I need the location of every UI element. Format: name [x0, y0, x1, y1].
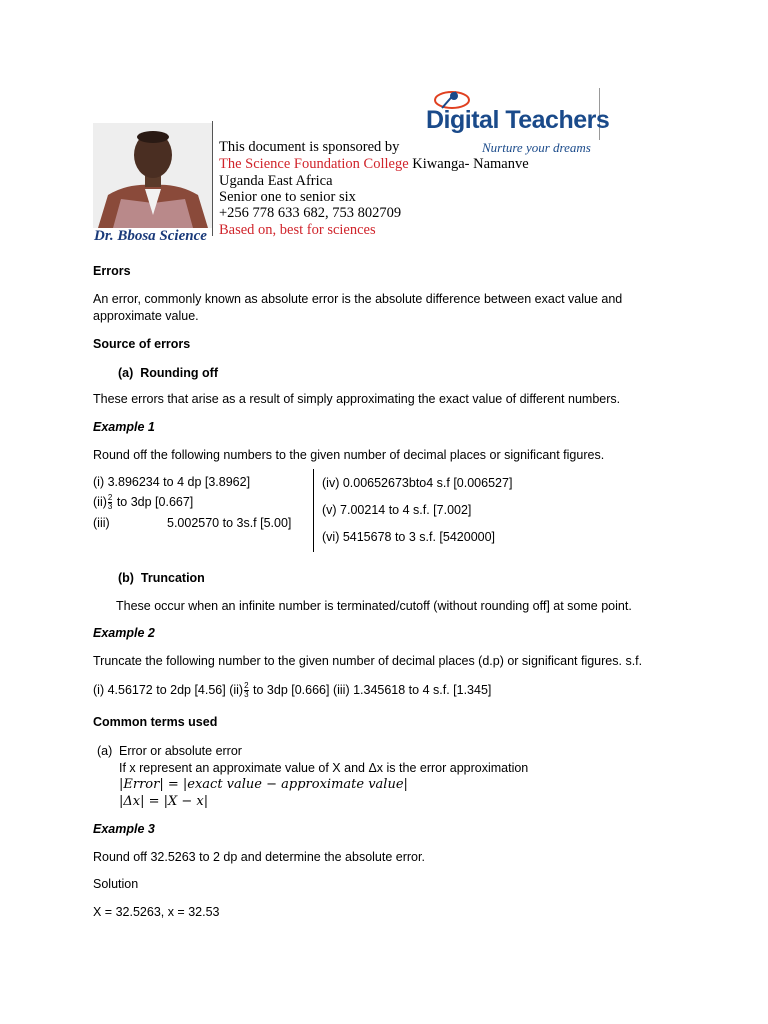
fraction-numerator-2: 2 [244, 681, 249, 690]
fraction-two-thirds [108, 494, 112, 511]
example-1-item-ii-text: to 3dp [0.667] [113, 494, 194, 509]
example-1-item-ii-label: (ii) [93, 494, 107, 509]
fraction-denominator: 3 [107, 502, 113, 511]
example-3-prompt: Round off 32.5263 to 2 dp and determine the absolute error. [93, 850, 425, 864]
fraction-numerator: 2 [107, 493, 113, 502]
levels-line: Senior one to senior six [219, 189, 356, 205]
rounding-heading [118, 366, 218, 381]
example-3-title: Example 3 [93, 822, 155, 836]
rounding-label: (a) [118, 366, 134, 380]
phone-line: +256 778 633 682, 753 802709 [219, 205, 402, 221]
truncation-title: Truncation [140, 571, 205, 585]
fraction-two-thirds-2 [244, 682, 248, 699]
logo-text: Digital Teachers [426, 106, 610, 134]
term-a-label: (a) [97, 744, 113, 758]
author-photo [93, 123, 213, 228]
formula-absolute-error: |Error| = |exact value − approximate value| [119, 777, 408, 792]
college-location: Kiwanga- Namanve [408, 156, 529, 172]
term-a-desc: If x represent an approximate value of X and Δx is the error approximation [119, 761, 529, 775]
example-2-items [93, 682, 491, 699]
common-terms-heading: Common terms used [93, 715, 218, 729]
example-1-item-ii [93, 494, 193, 511]
rounding-title: Rounding off [140, 366, 218, 380]
intro-line-2: approximate value. [93, 309, 199, 323]
solution-label: Solution [93, 877, 139, 891]
example-2-prompt: Truncate the following number to the given number of decimal places (d.p) or significant figures. s.f. [93, 654, 643, 668]
page-title: Errors [93, 264, 131, 278]
example-1-item-vi: (vi) 5415678 to 3 s.f. [5420000] [322, 530, 496, 544]
source-heading: Source of errors [93, 337, 191, 351]
example-1-prompt: Round off the following numbers to the given number of decimal places or significant figures. [93, 448, 605, 462]
example-1-item-iii-text: 5.002570 to 3s.f [5.00] [167, 516, 292, 530]
college-line [219, 156, 529, 173]
example-2-part-2: to 3dp [0.666] (iii) 1.345618 to 4 s.f. [1.345] [249, 682, 492, 697]
intro-line-1: An error, commonly known as absolute error is the absolute difference between exact value and [93, 292, 623, 306]
author-signature: Dr. Bbosa Science [94, 228, 207, 244]
college-name: The Science Foundation College [219, 156, 409, 172]
example-1-title: Example 1 [93, 420, 155, 434]
example-1-item-v: (v) 7.00214 to 4 s.f. [7.002] [322, 503, 472, 517]
truncation-heading [118, 571, 205, 586]
solution-line: X = 32.5263, x = 32.53 [93, 905, 220, 919]
example-2-title: Example 2 [93, 626, 155, 640]
example-1-item-iv: (iv) 0.00652673bto4 s.f [0.006527] [322, 476, 513, 490]
example-1-item-i: (i) 3.896234 to 4 dp [3.8962] [93, 475, 251, 489]
sponsor-line: This document is sponsored by [219, 139, 400, 155]
motto-line: Based on, best for sciences [219, 222, 376, 238]
fraction-denominator-2: 3 [244, 690, 249, 699]
country-line: Uganda East Africa [219, 173, 333, 189]
author-photo-image [93, 123, 213, 228]
term-a-title: Error or absolute error [119, 744, 242, 758]
header-divider [212, 121, 213, 236]
truncation-label: (b) [118, 571, 134, 585]
example-2-part-1: (i) 4.56172 to 2dp [4.56] (ii) [93, 682, 244, 697]
formula-delta-x: |Δx| = |X − x| [119, 794, 209, 809]
example-1-item-iii-label: (iii) [93, 516, 110, 530]
example-1-column-divider [313, 469, 314, 552]
truncation-desc: These occur when an infinite number is terminated/cutoff (without rounding off] at some point. [116, 599, 632, 613]
rounding-desc: These errors that arise as a result of simply approximating the exact value of different numbers. [93, 392, 621, 406]
logo-tagline: Nurture your dreams [482, 140, 591, 155]
